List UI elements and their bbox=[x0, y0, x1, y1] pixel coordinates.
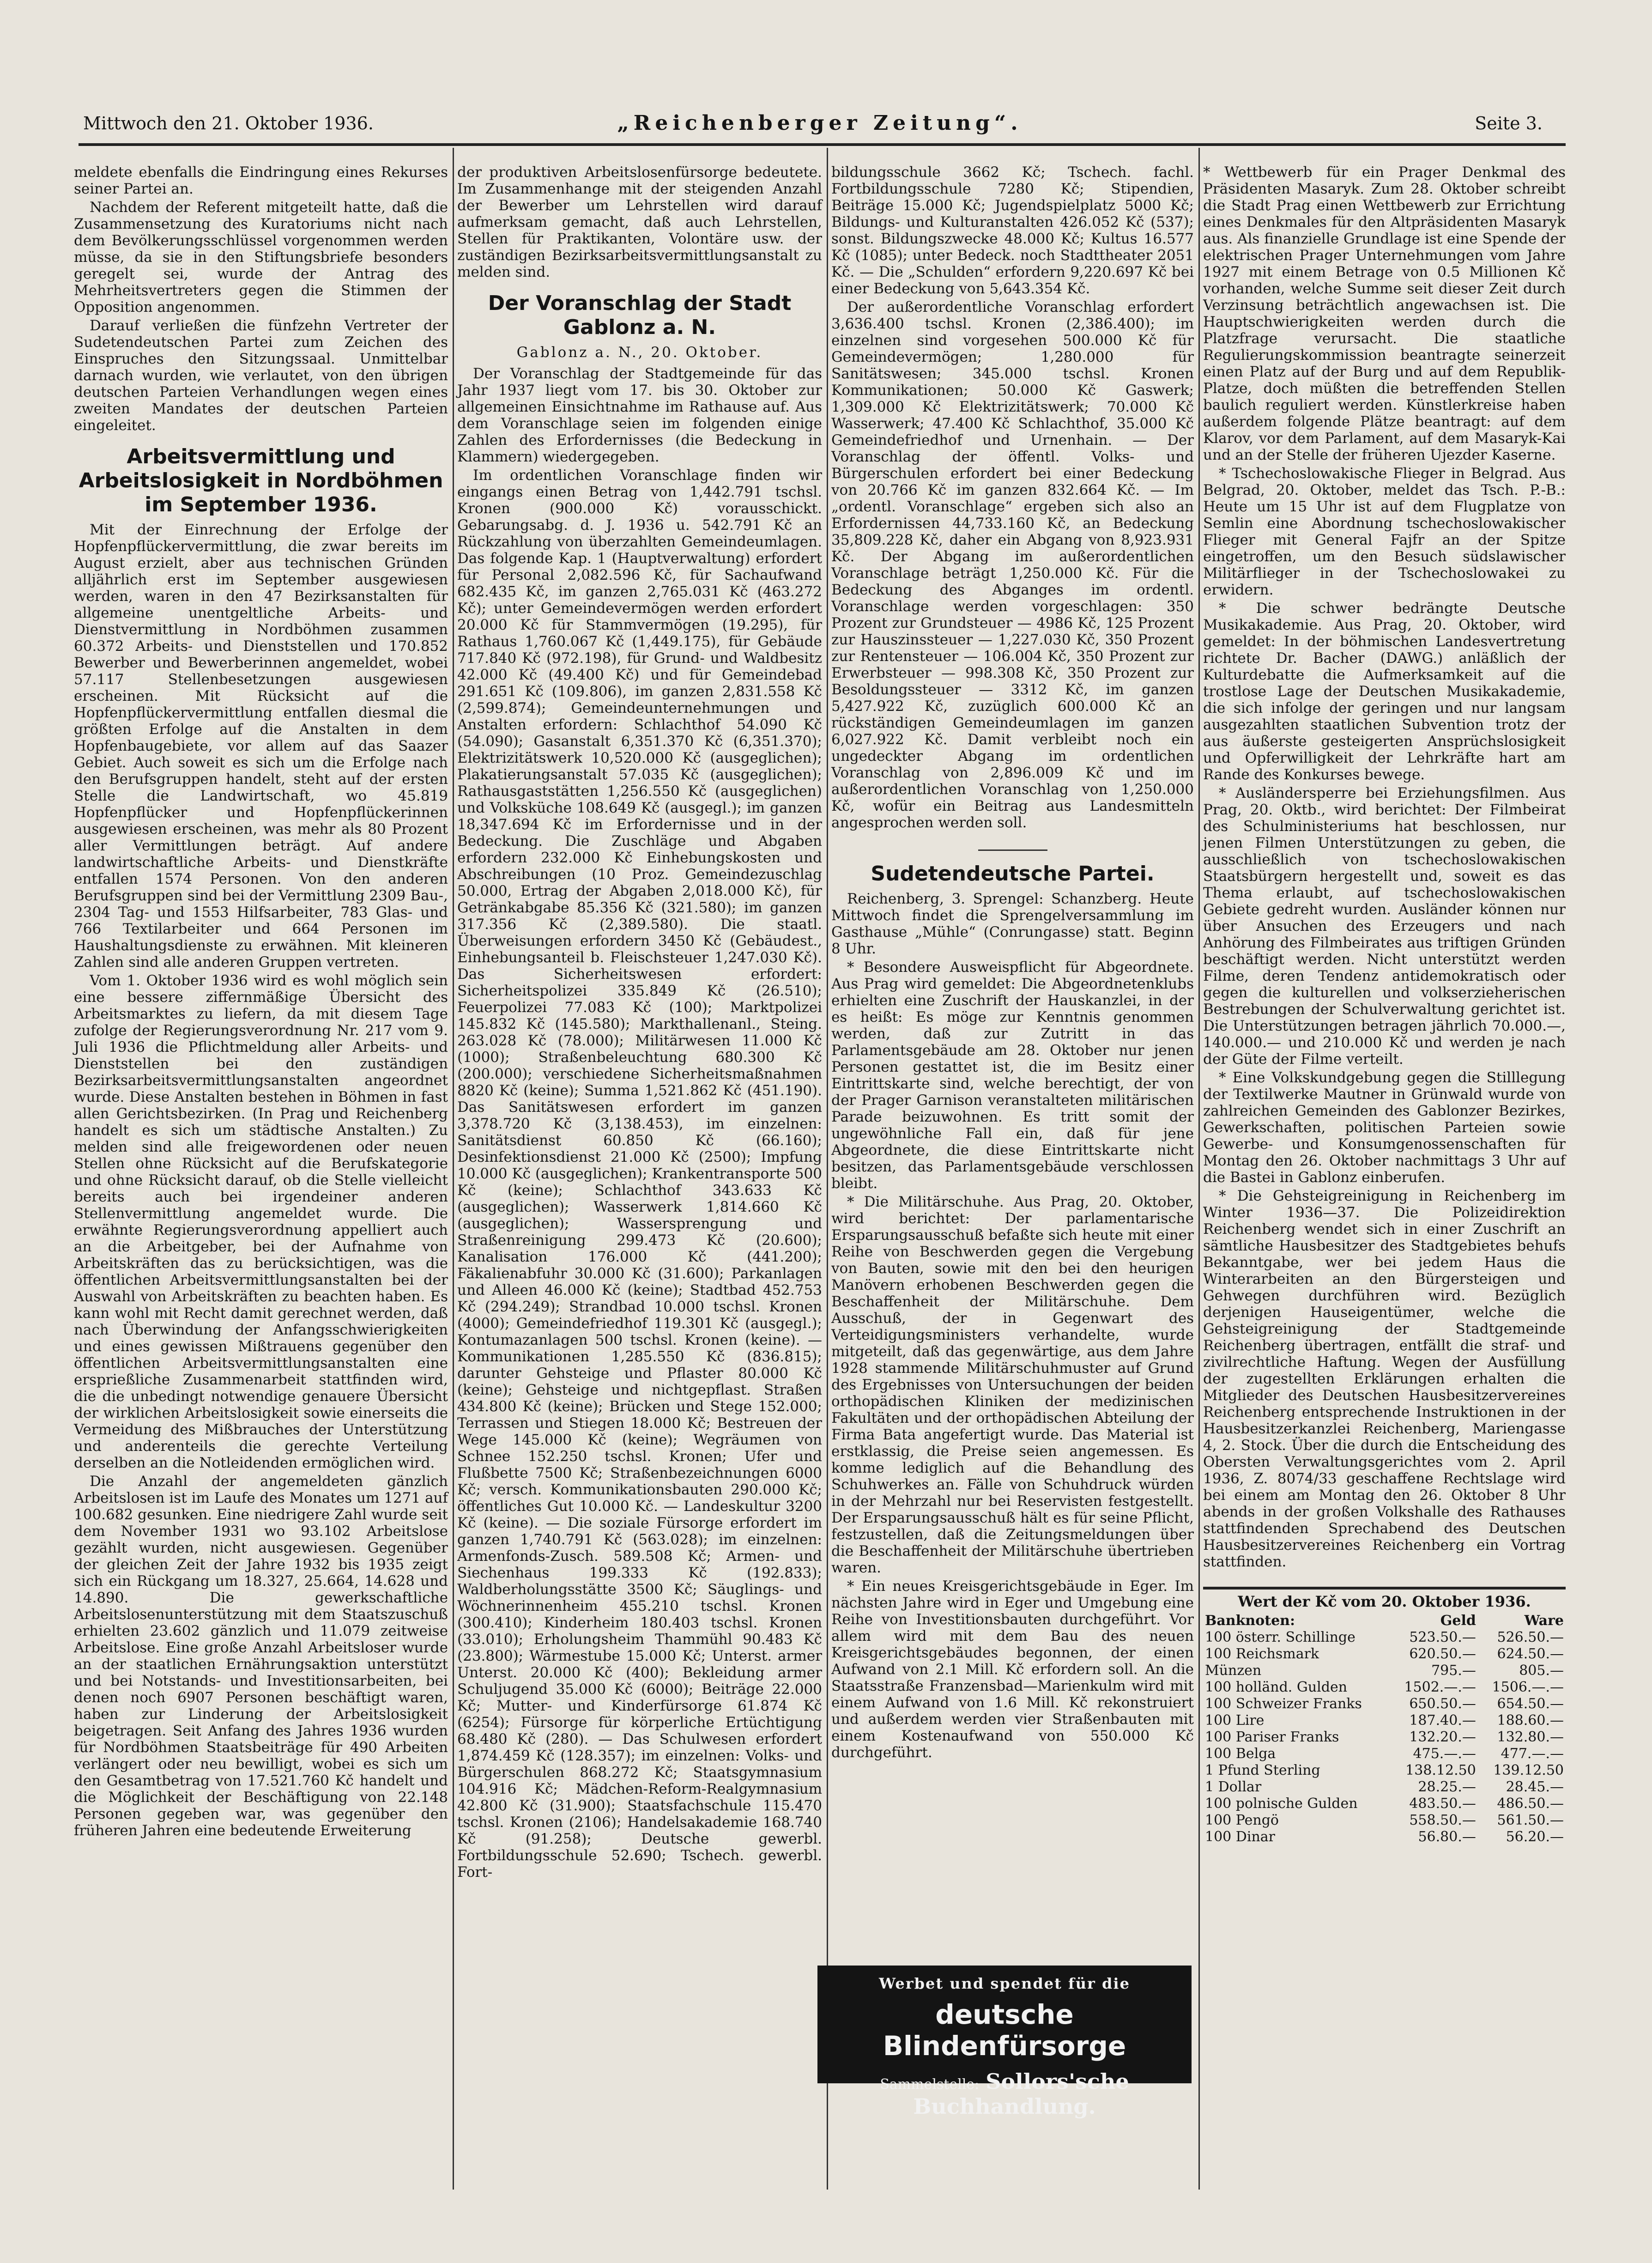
paragraph: der produktiven Arbeitslosenfürsorge bedeutete. Im Zusammenhange mit der steigenden Anzahl der Bewerber um Lehrstellen wird darauf aufmerksam gemacht, daß auch Lehrstellen, Stellen für Praktikanten, Volontäre usw. der zuständigen Bezirksarbeitsvermittlungsanstalt zu melden sind. bbox=[457, 164, 822, 280]
bid-cell: 523.50.— bbox=[1409, 1629, 1476, 1645]
paragraph: * Besondere Ausweispflicht für Abgeordnete. Aus Prag wird gemeldet: Die Abgeordnetenklubs erhielten eine Zuschrift der Hauskanzlei, in der es heißt: Es möge zur Kenntnis genommen werden, daß zur Zutritt in das Parlamentsgebäude am 28. Oktober nur jenen Personen gestattet ist, die im Besitz einer Eintrittskarte sind, welche berechtigt, der von der Prager Garnison veranstalteten militärischen Parade beizuwohnen. Es tritt somit der ungewöhnliche Fall ein, daß für jene Abgeordnete, die diese Eintrittskarte nicht besitzen, das Parlamentsgebäude verschlossen bleibt. bbox=[831, 959, 1194, 1192]
advertisement bbox=[817, 1966, 1192, 2119]
ask-cell: 56.20.— bbox=[1506, 1829, 1564, 1845]
bid-cell: 28.25.— bbox=[1418, 1779, 1476, 1795]
bid-cell: 795.— bbox=[1431, 1662, 1476, 1679]
ask-cell: 654.50.— bbox=[1497, 1696, 1564, 1712]
currency-cell: 100 polnische Gulden bbox=[1205, 1796, 1358, 1812]
ask-cell: 28.45.— bbox=[1506, 1779, 1564, 1795]
paragraph: Darauf verließen die fünfzehn Vertreter der Sudetendeutschen Partei zum Zeichen des Einspruches den Sitzungssaal. Unmittelbar darnach wurden, wie verlautet, von den übrigen deutschen Parteien Verhandlungen wegen eines zweiten Mandates der deutschen Parteien eingeleitet. bbox=[74, 317, 448, 434]
ad-label: Sammelstelle: bbox=[880, 2076, 980, 2093]
table-row bbox=[1203, 1629, 1566, 1646]
paragraph: * Tschechoslowakische Flieger in Belgrad. Aus Belgrad, 20. Oktober, meldet das Tsch. P.-B.: Heute um 15 Uhr ist auf dem Flugplatze von Semlin eine Abordnung tschechoslowakischer Flieger mit General Fajfr an der Spitze eingetroffen, um den Besuch südslawischer Militärflieger in der Tschechoslowakei zu erwidern. bbox=[1203, 465, 1566, 598]
table-row bbox=[1203, 1796, 1566, 1812]
currency-cell: 100 österr. Schillinge bbox=[1205, 1629, 1355, 1645]
paragraph: * Die Gehsteigreinigung in Reichenberg im Winter 1936—37. Die Polizeidirektion Reichenberg wendet sich in einer Zuschrift an sämtliche Hausbesitzer des Stadtgebietes behufs Bekanntgabe, wer bei jedem Haus die Winterarbeiten an den Bürgersteigen und Gehwegen durchführen wird. Bezüglich derjenigen Hauseigentümer, welche die Gehsteigreinigung der Stadtgemeinde Reichenberg übertragen, entfällt die straf- und zivilrechtliche Haftung. Wegen der Ausfüllung der zugestellten Erklärungen erhalten die Mitglieder des Deutschen Hausbesitzervereines Reichenberg entsprechende Instruktionen in der Hausbesitzerkanzlei Reichenberg, Mariengasse 4, 2. Stock. Über die durch die Entscheidung des Obersten Verwaltungsgerichtes vom 2. April 1936, Z. 8074/33 geschaffene Rechtslage wird bei einem am Montag den 26. Oktober 8 Uhr abends in der großen Volkshalle des Rathauses stattfindenden Sprechabend des Deutschen Hausbesitzervereines Reichenberg ein Vortrag stattfinden. bbox=[1203, 1188, 1566, 1570]
ask-cell: 477.—.— bbox=[1501, 1746, 1564, 1762]
currency-cell: 100 Reichsmark bbox=[1205, 1646, 1319, 1662]
bid-cell: 558.50.— bbox=[1409, 1812, 1476, 1828]
bid-cell: 132.20.— bbox=[1409, 1729, 1476, 1745]
paragraph: Der Voranschlag der Stadtgemeinde für das Jahr 1937 liegt vom 17. bis 30. Oktober zur allgemeinen Einsichtnahme im Rathause auf. Aus dem Voranschlage seien im folgenden einige Zahlen des Erfordernisses (die Bedeckung in Klammern) wiedergegeben. bbox=[457, 365, 822, 465]
newspaper-title: „Reichenberger Zeitung“. bbox=[617, 111, 1023, 135]
section-divider bbox=[978, 849, 1047, 851]
page-header bbox=[83, 109, 1556, 141]
column-header: Ware bbox=[1524, 1613, 1564, 1629]
bid-cell: 138.12.50 bbox=[1405, 1762, 1476, 1778]
exchange-rate-table bbox=[1203, 1613, 1566, 1845]
currency-cell: 100 Lire bbox=[1205, 1712, 1265, 1729]
issue-date: Mittwoch den 21. Oktober 1936. bbox=[83, 113, 374, 133]
column-4 bbox=[1203, 164, 1566, 1845]
ask-cell: 526.50.— bbox=[1497, 1629, 1564, 1645]
exchange-rate-box bbox=[1203, 1587, 1566, 1845]
bid-cell: 650.50.— bbox=[1409, 1696, 1476, 1712]
table-row bbox=[1203, 1746, 1566, 1762]
column-1 bbox=[74, 164, 448, 1841]
paragraph: * Die schwer bedrängte Deutsche Musikakademie. Aus Prag, 20. Oktober, wird gemeldet: In der böhmischen Landesvertretung richtete Dr. Bacher (DAWG.) anläßlich der Kulturdebatte die Aufmerksamkeit auf die trostlose Lage der Deutschen Musikakademie, die sich infolge der geringen und nur langsam ausgezahlten staatlichen Subvention trotz der aus äußerste gesteigerten Ansprüchslosigkeit und Opferwilligkeit der Lehrkräfte hart am Rande des Konkurses bewege. bbox=[1203, 600, 1566, 783]
bid-cell: 1502.—.— bbox=[1404, 1679, 1476, 1695]
column-2 bbox=[457, 164, 822, 1882]
paragraph: Der außerordentliche Voranschlag erfordert 3,636.400 tschsl. Kronen (2,386.400); im einzelnen sind vorgesehen 500.000 Kč für Gemeindevermögen; 1,280.000 für Sanitätswesen; 345.000 tschsl. Kronen Kommunikationen; 50.000 Kč Gaswerk; 1,309.000 Kč Elektrizitätswerk; 70.000 Kč Wasserwerk; 47.400 Kč Schlachthof, 35.000 Kč Gemeindefriedhof und Urnenhain. — Der Voranschlag der öffentl. Volks- und Bürgerschulen erfordert bei einer Bedeckung von 20.766 Kč im ganzen 832.664 Kč. — Im „ordentl. Voranschlage“ ergeben sich also an Erfordernissen 44,733.160 Kč, an Bedeckung 35,809.228 Kč, daher ein Abgang von 8,923.931 Kč. Der Abgang im außerordentlichen Voranschlage beträgt 1,250.000 Kč. Für die Bedeckung des Abganges im ordentl. Voranschlage werden vorgeschlagen: 350 Prozent zur Grundsteuer — 4986 Kč, 125 Prozent zur Hauszinssteuer — 1,227.030 Kč, 350 Prozent zur Rentensteuer — 106.004 Kč, 350 Prozent zur Erwerbsteuer — 998.308 Kč, 350 Prozent zur Besoldungssteuer — 3312 Kč, im ganzen 5,427.922 Kč, zuzüglich 600.000 Kč an rückständigen Gemeindeumlagen im ganzen 6,027.922 Kč. Damit verbleibt noch ein ungedeckter Abgang im ordentlichen Voranschlag von 2,896.009 Kč und im außerordentlichen Voranschlag von 1,250.000 Kč, wofür ein Beitrag aus Landesmitteln angesprochen werden soll. bbox=[831, 299, 1194, 831]
article-title: Arbeitsvermittlung und Arbeitslosigkeit in Nordböhmen im September 1936. bbox=[79, 445, 443, 516]
bid-cell: 187.40.— bbox=[1409, 1712, 1476, 1729]
bid-cell: 56.80.— bbox=[1418, 1829, 1476, 1845]
paragraph: * Wettbewerb für ein Prager Denkmal des Präsidenten Masaryk. Zum 28. Oktober schreibt die Stadt Prag einen Wettbewerb zur Errichtung eines Denkmales für den Altpräsidenten Masaryk aus. Als finanzielle Grundlage ist eine Spende der elektrischen Prager Unternehmungen vom Jahre 1927 mit einem Betrage von 0.5 Millionen Kč vorhanden, welche Summe seit dieser Zeit durch Verzinsung beträchtlich angewachsen ist. Die Hauptschwierigkeiten werden durch die Platzfrage verursacht. Die staatliche Regulierungskommission beantragte seinerzeit einen Platz auf der Burg und auf dem Republik-Platze, doch müßten die betreffenden Stellen baulich reguliert werden. Künstlerkreise haben außerdem folgende Plätze beantragt: auf dem Klarov, vor dem Parlament, auf dem Masaryk-Kai und an der Stelle der früheren Ujezder Kaserne. bbox=[1203, 164, 1566, 463]
column-divider bbox=[453, 148, 454, 2190]
table-row bbox=[1203, 1729, 1566, 1746]
table-row bbox=[1203, 1762, 1566, 1779]
paragraph: * Ausländersperre bei Erziehungsfilmen. Aus Prag, 20. Oktb., wird berichtet: Der Filmbeirat des Schulministeriums hat beschlossen, nur jenen Filmen Unterstützungen zu geben, die ausschließlich von tschechoslowakischen Staatsbürgern hergestellt und, soweit es das Thema erlaubt, auf tschechoslowakischen Gebiete gedreht wurden. Ausländer können nur über Ansuchen des Erzeugers und nach Anhörung des Filmbeirates aus triftigen Gründen beschäftigt werden. Nicht unterstützt werden Filme, deren Tendenz antidemokratisch oder gegen die kulturellen und volkserzieherischen Bestrebungen der Schulverwaltung gerichtet ist. Die Unterstützungen betragen jährlich 70.000.—, 140.000.— und 210.000 Kč und werden je nach der Güte der Filme verteilt. bbox=[1203, 785, 1566, 1068]
section-title: Sudetendeutsche Partei. bbox=[871, 862, 1155, 886]
ad-line bbox=[817, 2069, 1192, 2119]
column-divider bbox=[1198, 148, 1200, 2190]
bid-cell: 475.—.— bbox=[1413, 1746, 1476, 1762]
ask-cell: 486.50.— bbox=[1497, 1796, 1564, 1812]
currency-cell: Münzen bbox=[1205, 1662, 1262, 1679]
dateline: Gablonz a. N., 20. Oktober. bbox=[516, 344, 763, 361]
ask-cell: 139.12.50 bbox=[1493, 1762, 1564, 1778]
ask-cell: 805.— bbox=[1519, 1662, 1564, 1679]
ad-shop: Sollors'sche Buchhandlung. bbox=[913, 2069, 1129, 2119]
ad-line: Werbet und spendet für die bbox=[879, 1975, 1130, 1992]
currency-cell: 1 Pfund Sterling bbox=[1205, 1762, 1320, 1778]
table-row bbox=[1203, 1696, 1566, 1712]
paragraph: meldete ebenfalls die Eindringung eines Rekurses seiner Partei an. bbox=[74, 164, 448, 197]
table-header-row bbox=[1203, 1613, 1566, 1629]
article-title: Der Voranschlag der Stadt Gablonz a. N. bbox=[488, 291, 792, 339]
currency-cell: 1 Dollar bbox=[1205, 1779, 1262, 1795]
currency-cell: 100 Pengö bbox=[1205, 1812, 1279, 1828]
bid-cell: 620.50.— bbox=[1409, 1646, 1476, 1662]
paragraph: * Die Militärschuhe. Aus Prag, 20. Oktober, wird berichtet: Der parlamentarische Ersparungsausschuß befaßte sich heute mit einer Reihe von Beschwerden gegen die Vergebung von Bauten, sowie mit den bei den heurigen Manövern erhobenen Beschwerden gegen die Beschaffenheit der Militärschuhe. Dem Ausschuß, der in Gegenwart des Verteidigungsministers verhandelte, wurde mitgeteilt, daß das gegenwärtige, aus dem Jahre 1928 stammende Militärschuhmuster auf Grund des Ergebnisses von Untersuchungen der beiden orthopädischen Kliniken der medizinischen Fakultäten und der orthopädischen Abteilung der Firma Bata angefertigt wurde. Das Material ist erstklassig, die Preise seien angemessen. Es komme lediglich auf die Behandlung des Schuhwerkes an. Fälle von Schuhdruck würden in der Mehrzahl nur bei Reservisten festgestellt. Der Ersparungsausschuß hält es für seine Pflicht, festzustellen, daß die Zeitungsmeldungen über die Beschaffenheit der Militärschuhe übertrieben waren. bbox=[831, 1194, 1194, 1576]
paragraph: bildungsschule 3662 Kč; Tschech. fachl. Fortbildungsschule 7280 Kč; Stipendien, Beiträge 15.000 Kč; Jugendspielplatz 5000 Kč; Bildungs- und Kulturanstalten 426.052 Kč (537); sonst. Bildungszwecke 48.000 Kč; Kultus 16.577 Kč (1085); unter Bedeck. noch Stadttheater 2051 Kč. — Die „Schulden“ erfordern 9,220.697 Kč bei einer Bedeckung von 5,643.354 Kč. bbox=[831, 164, 1194, 297]
table-row bbox=[1203, 1829, 1566, 1845]
currency-cell: 100 Pariser Franks bbox=[1205, 1729, 1339, 1745]
table-row bbox=[1203, 1662, 1566, 1679]
paragraph: Im ordentlichen Voranschlage finden wir eingangs einen Betrag von 1,442.791 tschsl. Kronen (900.000 Kč) vorausschickt. Gebarungsabg. d. J. 1936 u. 542.791 Kč an Rückzahlung von überzahlten Gemeindeumlagen. Das folgende Kap. 1 (Hauptverwaltung) erfordert für Personal 2,082.596 Kč, für Sachaufwand 682.435 Kč, im ganzen 2,765.031 Kč (463.272 Kč); unter Gemeindevermögen werden erfordert 20.000 Kč für Stammvermögen (19.295), für Rathaus 1,760.067 Kč (1,449.175), für Gebäude 717.840 Kč (972.198), für Grund- und Waldbesitz 42.000 Kč (49.400 Kč) und für Gemeindebad 291.651 Kč (109.806), im ganzen 2,831.558 Kč (2,599.874); Gemeindeunternehmungen und Anstalten erfordern: Schlachthof 54.090 Kč (54.090); Gasanstalt 6,351.370 Kč (6,351.370); Elektrizitätswerk 10,520.000 Kč (ausgeglichen); Plakatierungsanstalt 57.035 Kč (ausgeglichen); Rathausgaststätten 1,256.550 Kč (ausgeglichen) und Volksküche 108.649 Kč (ausgegl.); im ganzen 18,347.694 Kč im Erfordernisse und in der Bedeckung. Die Zuschläge und Abgaben erfordern 232.000 Kč Einhebungskosten und Abschreibungen (10 Proz. Gemeindezuschlag 50.000, Ertrag der Abgaben 2,018.000 Kč), für Getränkabgabe 85.356 Kč (321.580); im ganzen 317.356 Kč (2,389.580). Die staatl. Überweisungen erfordern 3450 Kč (Gebäudest., Einhebungsanteil b. Fleischsteuer 1,247.030 Kč). Das Sicherheitswesen erfordert: Sicherheitspolizei 335.849 Kč (26.510); Feuerpolizei 77.083 Kč (100); Marktpolizei 145.832 Kč (145.580); Markthallenanl., Steing. 263.028 Kč (78.000); Militärwesen 11.000 Kč (1000); Straßenbeleuchtung 680.300 Kč (200.000); verschiedene Sicherheitsmaßnahmen 8820 Kč (keine); Summa 1,521.862 Kč (451.190). Das Sanitätswesen erfordert im ganzen 3,378.720 Kč (3,138.453), im einzelnen: Sanitätsdienst 60.850 Kč (66.160); Desinfektionsdienst 21.000 Kč (2500); Impfung 10.000 Kč (ausgeglichen); Krankentransporte 500 Kč (keine); Schlachthof 343.633 Kč (ausgeglichen); Wasserwerk 1,814.660 Kč (ausgeglichen); Wassersprengung und Straßenreinigung 299.473 Kč (20.600); Kanalisation 176.000 Kč (441.200); Fäkalienabfuhr 30.000 Kč (31.600); Parkanlagen und Alleen 46.000 Kč (keine); Stadtbad 452.753 Kč (294.249); Strandbad 10.000 tschsl. Kronen (4000); Gemeindefriedhof 119.301 Kč (ausgegl.); Kontumazanlagen 500 tschsl. Kronen (keine). — Kommunikationen 1,285.550 Kč (836.815); darunter Gehsteige und Pflaster 80.000 Kč (keine); Gehsteige und nichtgepflast. Straßen 434.800 Kč (keine); Brücken und Stege 152.000; Terrassen und Stiegen 18.000 Kč; Bestreuen der Wege 145.000 Kč (keine); Wegräumen von Schnee 152.250 tschsl. Kronen; Ufer und Flußbette 7500 Kč; Straßenbezeichnungen 6000 Kč; versch. Kommunikationsbauten 290.000 Kč; öffentliches Gut 10.000 Kč. — Landeskultur 3200 Kč (keine). — Die soziale Fürsorge erfordert im ganzen 1,740.791 Kč (563.028); im einzelnen: Armenfonds-Zusch. 589.508 Kč; Armen- und Siechenhaus 199.333 Kč (192.833); Waldberholungsstätte 3500 Kč; Säuglings- und Wöchnerinnenheim 455.210 tschsl. Kronen (300.410); Kinderheim 180.403 tschsl. Kronen (33.010); Erholungsheim Thammühl 90.483 Kč (23.800); Wärmestube 15.000 Kč; Unterst. armer Unterst. 20.000 Kč (400); Bekleidung armer Schuljugend 35.000 Kč (6000); Beiträge 22.000 Kč; Mutter- und Kinderfürsorge 61.874 Kč (6254); Fürsorge für körperliche Ertüchtigung 68.480 Kč (280). — Das Schulwesen erfordert 1,874.459 Kč (128.357); im einzelnen: Volks- und Bürgerschulen 868.272 Kč; Staatsgymnasium 104.916 Kč; Mädchen-Reform-Realgymnasium 42.800 Kč (31.900); Staatsfachschule 115.470 tschsl. Kronen (2106); Handelsakademie 168.740 Kč (91.258); Deutsche gewerbl. Fortbildungsschule 52.690; Tschech. gewerbl. Fort- bbox=[457, 467, 822, 1881]
table-row bbox=[1203, 1712, 1566, 1729]
currency-cell: 100 Belga bbox=[1205, 1746, 1276, 1762]
paragraph: Mit der Einrechnung der Erfolge der Hopfenpflückervermittlung, die zwar bereits im August erzielt, aber aus technischen Gründen alljährlich erst im September ausgewiesen werden, waren in den 47 Bezirksanstalten für allgemeine unentgeltliche Arbeits- und Dienstvermittlung in Nordböhmen zusammen 60.372 Arbeits- und Dienststellen und 170.852 Bewerber und Bewerberinnen angemeldet, wobei 57.117 Stellenbesetzungen ausgewiesen erscheinen. Mit Rücksicht auf die Hopfenpflückervermittlung entfallen diesmal die größten Erfolge auf die Anstalten in dem Hopfenbaugebiete, vor allem auf das Saazer Gebiet. Auch soweit es sich um die Erfolge nach den Berufsgruppen handelt, steht auf der ersten Stelle die Landwirtschaft, wo 45.819 Hopfenpflücker und Hopfenpflückerinnen ausgewiesen erscheinen, was mehr als 80 Prozent aller Vermittlungen beträgt. Auf andere landwirtschaftliche Arbeits- und Dienstkräfte entfallen 1574 Personen. Von den anderen Berufsgruppen sind bei der Vermittlung 2309 Bau-, 2304 Tag- und 1553 Hilfsarbeiter, 783 Glas- und 766 Textilarbeiter und 664 Personen im Haushaltungsdienste zu erwähnen. Mit kleineren Zahlen sind alle anderen Gruppen vertreten. bbox=[74, 522, 448, 971]
paragraph: * Eine Volkskundgebung gegen die Stilllegung der Textilwerke Mautner in Grünwald wurde von zahlreichen Gemeinden des Gablonzer Bezirkes, Gewerkschaften, politischen Parteien sowie Gewerbe- und Konsumgenossenschaften für Montag den 26. Oktober nachmittags 3 Uhr auf die Bastei in Gablonz einberufen. bbox=[1203, 1069, 1566, 1186]
ad-headline: deutsche Blindenfürsorge bbox=[883, 1999, 1126, 2062]
currency-cell: 100 holländ. Gulden bbox=[1205, 1679, 1348, 1695]
ask-cell: 1506.—.— bbox=[1492, 1679, 1564, 1695]
ask-cell: 624.50.— bbox=[1497, 1646, 1564, 1662]
column-header: Banknoten: bbox=[1205, 1613, 1295, 1629]
table-row bbox=[1203, 1812, 1566, 1829]
page-number: Seite 3. bbox=[1475, 113, 1543, 133]
table-row bbox=[1203, 1679, 1566, 1696]
paragraph: Nachdem der Referent mitgeteilt hatte, daß die Zusammensetzung des Kuratoriums nicht nach dem Bevölkerungsschlüssel vorgenommen werden müsse, da sie in den Stiftungsbriefe besonders geregelt sei, wurde der Antrag des Mehrheitsvertreters gegen die Stimmen der Opposition angenommen. bbox=[74, 199, 448, 315]
header-rule bbox=[79, 143, 1566, 146]
paragraph: Reichenberg, 3. Sprengel: Schanzberg. Heute Mittwoch findet die Sprengelversammlung im Gasthause „Mühle“ (Conrungasse) statt. Beginn 8 Uhr. bbox=[831, 891, 1194, 957]
column-divider bbox=[827, 148, 828, 2190]
paragraph: Vom 1. Oktober 1936 wird es wohl möglich sein eine bessere ziffernmäßige Übersicht des Arbeitsmarktes zu liefern, da mit diesem Tage zufolge der Regierungsverordnung Nr. 217 vom 9. Juli 1936 die Pflichtmeldung aller Arbeits- und Dienststellen bei den zuständigen Bezirksarbeitsvermittlungsanstalten angeordnet wurde. Diese Anstalten bestehen in Böhmen in fast allen Gerichtsbezirken. (In Prag und Reichenberg handelt es sich um städtische Anstalten.) Zu melden sind alle freigewordenen oder neuen Stellen ohne Rücksicht auf die Berufskategorie und ohne Rücksicht darauf, ob die Stelle vielleicht bereits auch bei irgendeiner anderen Stellenvermittlung angemeldet wurde. Die erwähnte Regierungsverordnung appelliert auch an die Arbeitgeber, bei der Aufnahme von Arbeitskräften das zu berücksichtigen, was die öffentlichen Arbeitsvermittlungsanstalten bei der Auswahl von Arbeitskräften zu beachten haben. Es kann wohl mit Recht damit gerechnet werden, daß nach Überwindung der Anfangsschwierigkeiten und eines gewissen Mißtrauens gegenüber den öffentlichen Arbeitsvermittlungsanstalten eine ersprießliche Zusammenarbeit stattfinden wird, die die unbedingt notwendige genauere Übersicht der wirklichen Arbeitslosigkeit sowie einerseits die Vermeidung des Mißbrauches der Unterstützung und anderenteils die gerechte Verteilung derselben an die Notleidenden ermöglichen wird. bbox=[74, 972, 448, 1471]
currency-cell: 100 Dinar bbox=[1205, 1829, 1275, 1845]
currency-cell: 100 Schweizer Franks bbox=[1205, 1696, 1362, 1712]
paragraph: Die Anzahl der angemeldeten gänzlich Arbeitslosen ist im Laufe des Monates um 1271 auf 100.682 gesunken. Eine niedrigere Zahl wurde seit dem November 1931 wo 93.102 Arbeitslose gezählt wurden, nicht ausgewiesen. Gegenüber der gleichen Zeit der Jahre 1932 bis 1935 zeigt sich ein Rückgang um 18.327, 25.664, 14.628 und 14.890. Die gewerkschaftliche Arbeitslosenunterstützung mit dem Staatszuschuß erhielten 23.602 gänzlich und 11.079 zeitweise Arbeitslose. Eine große Anzahl Arbeitsloser wurde an der staatlichen Ernährungsaktion unterstützt und bei Notstands- und Investitionsarbeiten, bei denen noch 6907 Personen beschäftigt waren, haben zur Linderung der Arbeitslosigkeit beigetragen. Seit Anfang des Jahres 1936 wurden für Nordböhmen Staatsbeiträge für 490 Arbeiten verlängert oder neu bewilligt, wobei es sich um den Gesamtbetrag von 17.521.760 Kč handelt und die Möglichkeit der Beschäftigung von 22.148 Personen gegeben war, was gegenüber den früheren Jahren eine bedeutende Erweiterung bbox=[74, 1473, 448, 1839]
ask-cell: 132.80.— bbox=[1497, 1729, 1564, 1745]
table-row bbox=[1203, 1779, 1566, 1796]
exchange-rate-rows bbox=[1203, 1629, 1566, 1845]
table-row bbox=[1203, 1646, 1566, 1662]
column-header: Geld bbox=[1440, 1613, 1476, 1629]
ask-cell: 188.60.— bbox=[1497, 1712, 1564, 1729]
paragraph: * Ein neues Kreisgerichtsgebäude in Eger. Im nächsten Jahre wird in Eger und Umgebung eine Reihe von Investitionsbauten durchgeführt. Vor allem wird mit dem Bau des neuen Kreisgerichtsgebäudes begonnen, der einen Aufwand von 2.1 Mill. Kč erfordern soll. An die Staatsstraße Franzensbad—Marienkulm wird mit einem Aufwand von 1.6 Mill. Kč rekonstruiert und außerdem werden vier Straßenbauten mit einem Kostenaufwand von 550.000 Kč durchgeführt. bbox=[831, 1578, 1194, 1761]
bid-cell: 483.50.— bbox=[1409, 1796, 1476, 1812]
column-3 bbox=[831, 164, 1194, 1763]
exchange-rate-title: Wert der Kč vom 20. Oktober 1936. bbox=[1238, 1593, 1531, 1610]
ask-cell: 561.50.— bbox=[1497, 1812, 1564, 1828]
